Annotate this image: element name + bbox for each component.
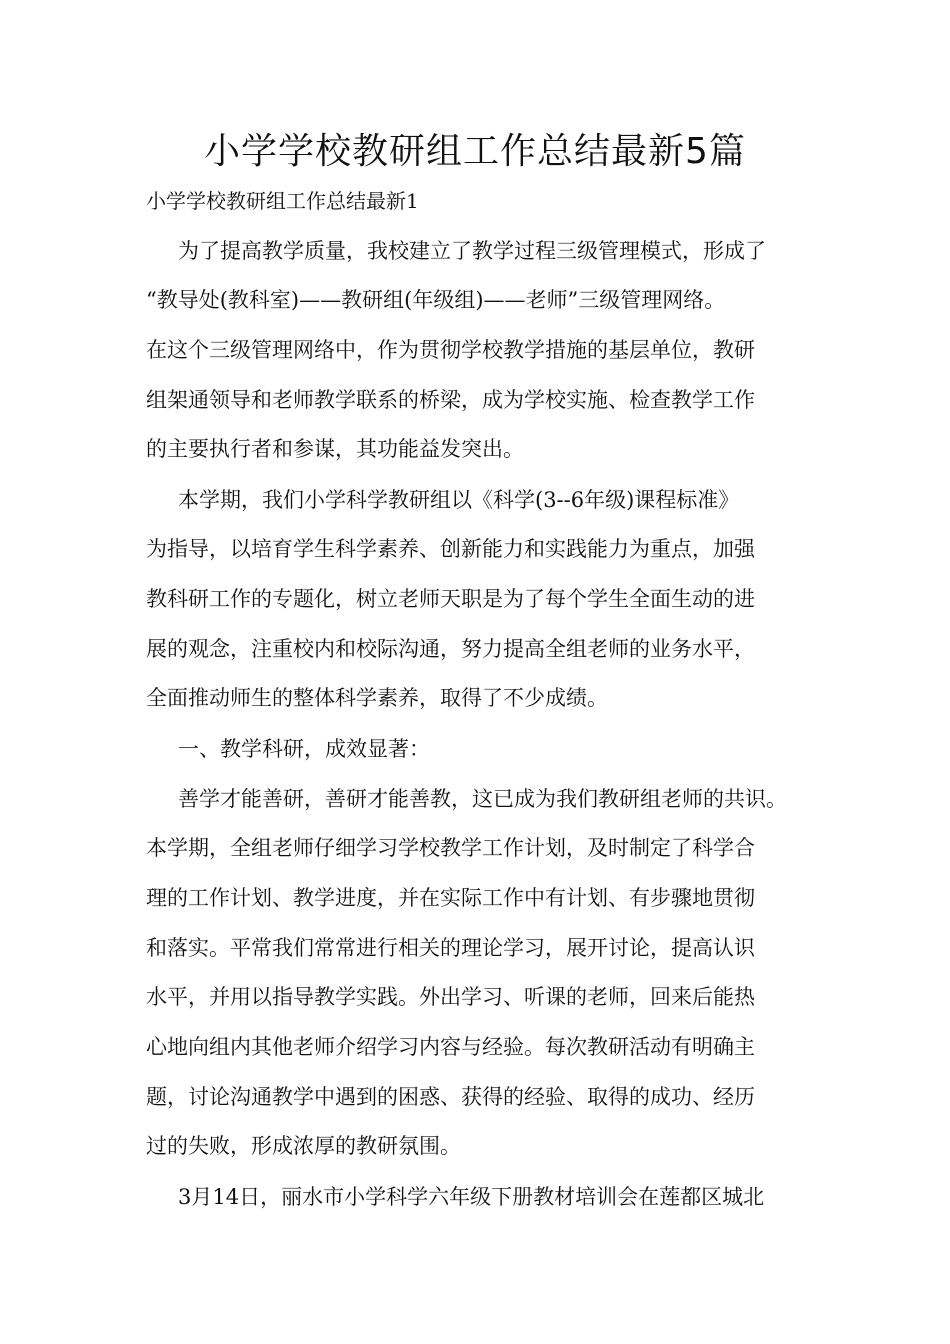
text-line: 本学期，我们小学科学教研组以《科学(3--6年级)课程标准》 (178, 488, 740, 512)
document-title: 小学学校教研组工作总结最新5篇 (204, 131, 746, 172)
text-line: 组架通领导和老师教学联系的桥梁，成为学校实施、检查教学工作 (146, 388, 755, 412)
text-line: 本学期，全组老师仔细学习学校教学工作计划，及时制定了科学合 (146, 836, 755, 860)
text-line: 为了提高教学质量，我校建立了教学过程三级管理模式，形成了 (178, 239, 766, 263)
text-line: 的主要执行者和参谋，其功能益发突出。 (146, 437, 524, 461)
text-line: 为指导，以培育学生科学素养、创新能力和实践能力为重点，加强 (146, 537, 755, 561)
text-line: 题，讨论沟通教学中遇到的困惑、获得的经验、取得的成功、经历 (146, 1085, 755, 1109)
text-line: 过的失败，形成浓厚的教研氛围。 (146, 1134, 461, 1158)
section-heading-teaching-research: 一、教学科研，成效显著： (178, 737, 430, 761)
text-line: 和落实。平常我们常常进行相关的理论学习，展开讨论，提高认识 (146, 936, 755, 960)
text-line: 善学才能善研，善研才能善教，这已成为我们教研组老师的共识。 (178, 787, 787, 811)
text-line: 3月14日，丽水市小学科学六年级下册教材培训会在莲都区城北 (178, 1185, 765, 1209)
text-line: 全面推动师生的整体科学素养，取得了不少成绩。 (146, 686, 608, 710)
text-line: 水平，并用以指导教学实践。外出学习、听课的老师，回来后能热 (146, 985, 755, 1009)
text-line: 展的观念，注重校内和校际沟通，努力提高全组老师的业务水平， (146, 637, 755, 661)
text-line: 教科研工作的专题化，树立老师天职是为了每个学生全面生动的进 (146, 587, 755, 611)
text-line: 在这个三级管理网络中，作为贯彻学校教学措施的基层单位，教研 (146, 338, 755, 362)
text-line: 心地向组内其他老师介绍学习内容与经验。每次教研活动有明确主 (146, 1035, 755, 1059)
text-line: 理的工作计划、教学进度，并在实际工作中有计划、有步骤地贯彻 (146, 886, 755, 910)
section-heading: 小学学校教研组工作总结最新1 (146, 189, 419, 213)
text-line: “教导处(教科室)——教研组(年级组)——老师”三级管理网络。 (146, 288, 726, 312)
